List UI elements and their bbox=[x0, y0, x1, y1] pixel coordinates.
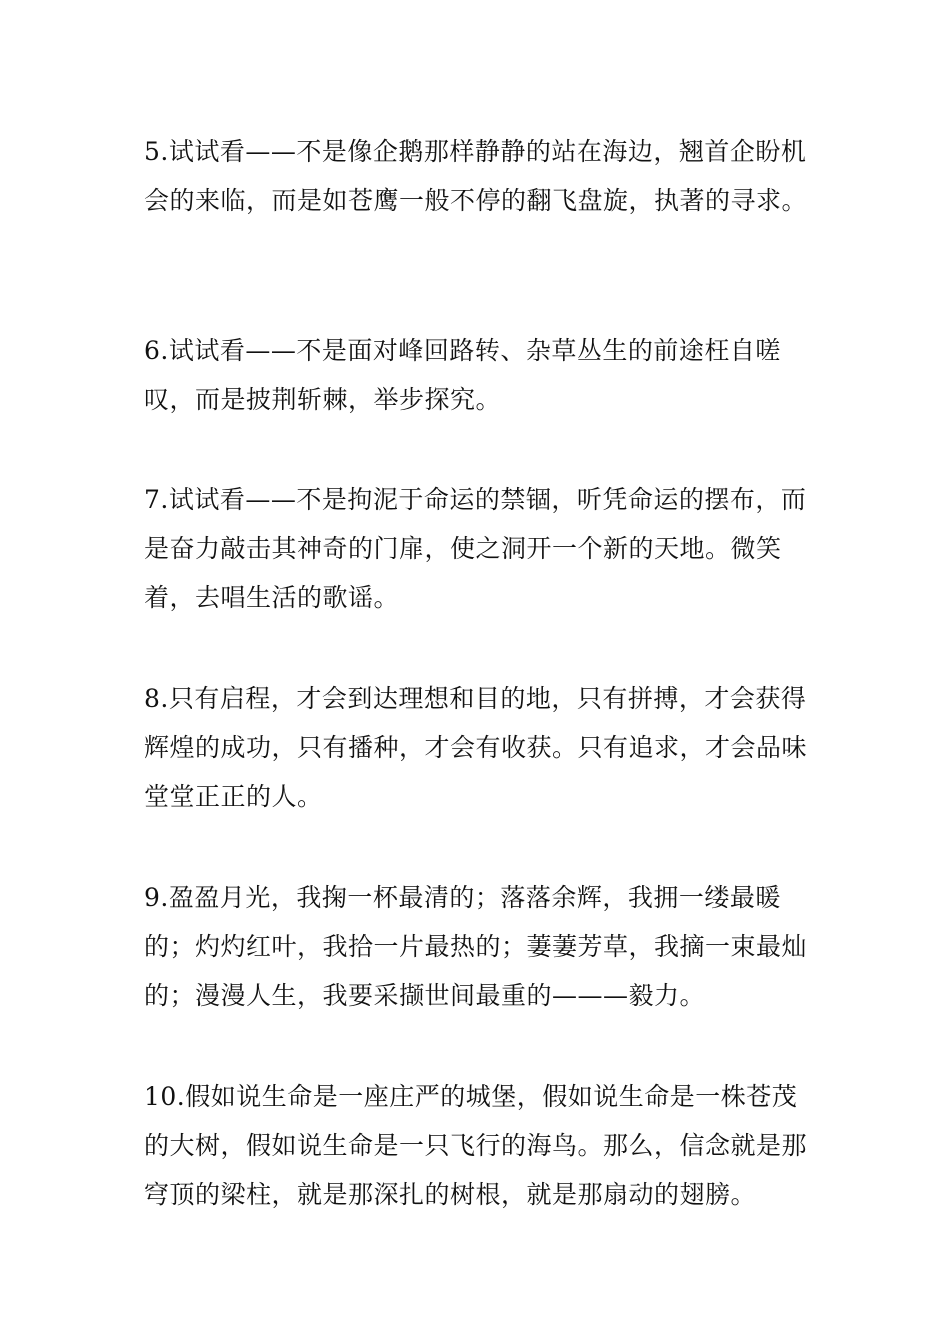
paragraph-9: 9.盈盈月光，我掬一杯最清的；落落余辉，我拥一缕最暖的；灼灼红叶，我拾一片最热的；萋萋芳草，我摘一束最灿的；漫漫人生，我要采撷世间最重的———毅力。 bbox=[144, 883, 808, 1010]
paragraph-5: 5.试试看——不是像企鹅那样静静的站在海边，翘首企盼机会的来临，而是如苍鹰一般不停的翻飞盘旋，执著的寻求。 bbox=[144, 137, 808, 215]
paragraph-8: 8.只有启程，才会到达理想和目的地，只有拼搏，才会获得辉煌的成功，只有播种，才会有收获。只有追求，才会品味堂堂正正的人。 bbox=[144, 684, 808, 811]
paragraph-7: 7.试试看——不是拘泥于命运的禁锢，听凭命运的摆布，而是奋力敲击其神奇的门扉，使之洞开一个新的天地。微笑着，去唱生活的歌谣。 bbox=[144, 485, 807, 612]
paragraph-6: 6.试试看——不是面对峰回路转、杂草丛生的前途枉自嗟叹，而是披荆斩棘，举步探究。 bbox=[144, 336, 781, 414]
paragraph-10: 10.假如说生命是一座庄严的城堡，假如说生命是一株苍茂的大树，假如说生命是一只飞行的海鸟。那么，信念就是那穹顶的梁柱，就是那深扎的树根，就是那扇动的翅膀。 bbox=[144, 1082, 808, 1209]
